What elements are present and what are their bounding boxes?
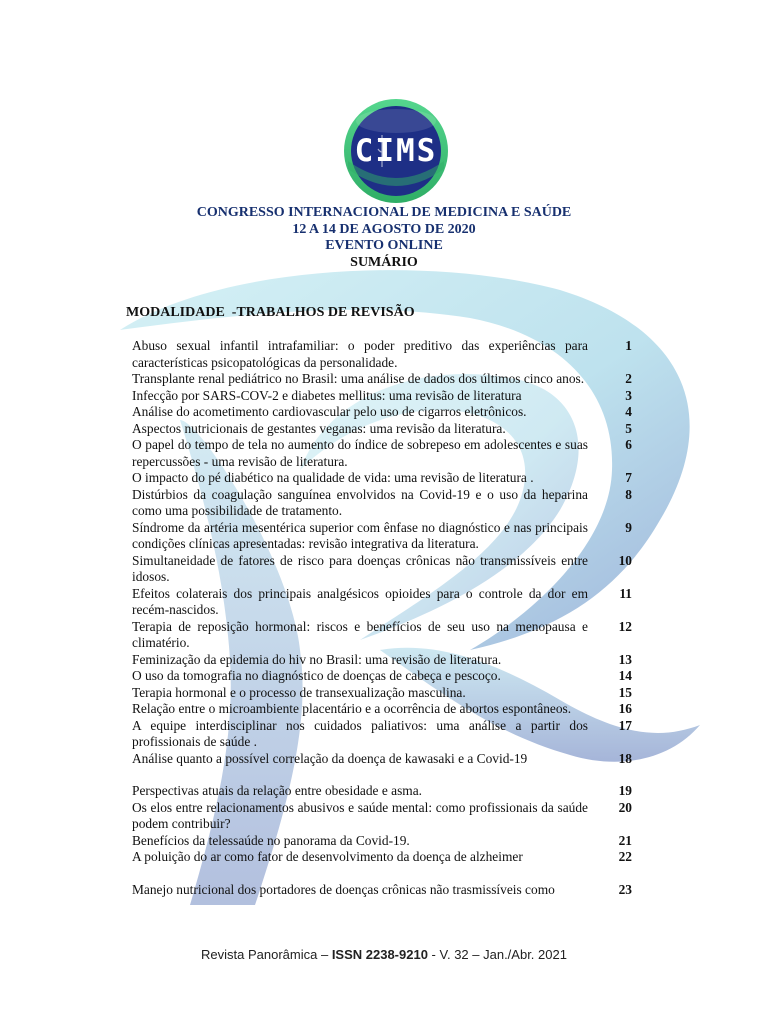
toc-entry-page: 12 [618,618,632,634]
toc-entry-page: 1 [625,338,632,353]
toc-entry-page: 23 [618,881,632,897]
toc-entry-page: 6 [625,437,632,452]
toc-entry[interactable] [132,849,632,866]
toc-entry-page: 5 [625,420,632,436]
toc-entry-page: 21 [618,832,632,848]
toc-entry-title: Relação entre o microambiente placentário e a ocorrência de abortos espontâneos. [132,701,572,716]
toc-entry[interactable] [132,718,632,751]
logo-text: CIMS [354,133,438,169]
toc-entry-title: Abuso sexual infantil intrafamiliar: o poder preditivo das experiências para características psicopatológicas da personalidade. [132,338,588,370]
footer-journal: Revista Panorâmica – [201,947,332,962]
toc-entry-title: Análise do acometimento cardiovascular pelo uso de cigarros eletrônicos. [132,404,527,419]
toc-entry-page: 11 [619,585,632,601]
document-header [0,205,768,271]
toc-entry[interactable] [132,668,632,685]
toc-entry-page: 15 [618,684,632,700]
toc-entry[interactable] [132,751,632,768]
toc-entry[interactable] [132,470,632,487]
toc-entry-title: O uso da tomografia no diagnóstico de doenças de cabeça e pescoço. [132,668,501,683]
toc-entry-page: 20 [618,799,632,815]
toc-entry[interactable] [132,586,632,619]
toc-entry-title: Análise quanto a possível correlação da doença de kawasaki e a Covid-19 [132,750,528,766]
toc-entry[interactable] [132,388,632,405]
toc-entry[interactable] [132,882,632,899]
toc-entry[interactable] [132,701,632,718]
toc-entry-page: 8 [625,486,632,502]
toc-entry-title: Infecção por SARS-COV-2 e diabetes mellitus: uma revisão de literatura [132,387,522,403]
toc-entry-title: Transplante renal pediátrico no Brasil: uma análise de dados dos últimos cinco anos. [132,371,585,386]
toc-entry-title: Distúrbios da coagulação sanguínea envolvidos na Covid-19 e o uso da heparina como uma possibilidade de tratamento. [132,486,588,518]
toc-entry-page: 2 [625,371,632,386]
toc-entry-page: 14 [618,668,632,683]
congress-title: CONGRESSO INTERNACIONAL DE MEDICINA E SAÚDE [196,205,572,220]
toc-entry[interactable] [132,833,632,850]
toc-entry-page: 22 [618,849,632,864]
event-type: EVENTO ONLINE [325,238,443,253]
toc-entry-title: A poluição do ar como fator de desenvolvimento da doença de alzheimer [132,849,523,864]
footer-volume: - V. 32 – Jan./Abr. 2021 [427,947,567,962]
section-title: MODALIDADE -TRABALHOS DE REVISÃO [126,305,415,320]
toc-entry-title: Os elos entre relacionamentos abusivos e saúde mental: como profissionais da saúde podem contribuir? [132,799,588,831]
toc-entry-title: Manejo nutricional dos portadores de doenças crônicas não trasmissíveis como [132,881,555,897]
toc-entry-page: 9 [625,519,632,535]
footer-issn: ISSN 2238-9210 [331,947,428,962]
toc-entry[interactable] [132,553,632,586]
toc-entry-title: O papel do tempo de tela no aumento do índice de sobrepeso em adolescentes e suas repercussões - uma revisão de literatura. [132,437,588,469]
toc-entry[interactable] [132,421,632,438]
toc-entry-page: 16 [618,701,632,716]
summary-heading: SUMÁRIO [350,254,418,270]
toc-entry-title: Terapia hormonal e o processo de transexualização masculina. [132,684,466,700]
cims-logo [344,99,448,203]
toc-entry-title: Feminização da epidemia do hiv no Brasil: uma revisão de literatura. [132,651,502,667]
toc-entry[interactable] [132,437,632,470]
toc-entry-page: 19 [618,783,632,798]
toc-entry-title: Síndrome da artéria mesentérica superior com ênfase no diagnóstico e nas principais condições clínicas apresentadas: revisão integrativa da literatura. [132,519,588,551]
toc-entry-page: 18 [618,750,632,766]
toc-entry[interactable] [132,783,632,800]
toc-entry[interactable] [132,520,632,553]
toc-entry-title: Benefícios da telessaúde no panorama da Covid-19. [132,832,410,848]
toc-entry-title: Perspectivas atuais da relação entre obesidade e asma. [132,783,422,798]
toc-entry[interactable] [132,404,632,421]
toc-entry-title: O impacto do pé diabético na qualidade de vida: uma revisão de literatura . [132,470,534,485]
table-of-contents [132,338,632,898]
toc-entry-page: 10 [618,552,632,568]
page-footer [0,947,768,962]
toc-entry-page: 13 [618,651,632,667]
toc-entry-title: Aspectos nutricionais de gestantes veganas: uma revisão da literatura. [132,420,506,436]
toc-entry[interactable] [132,685,632,702]
toc-entry[interactable] [132,371,632,388]
toc-entry-title: Efeitos colaterais dos principais analgésicos opioides para o controle da dor em recém-nascidos. [132,585,588,617]
toc-entry-page: 17 [618,717,632,733]
toc-entry-title: A equipe interdisciplinar nos cuidados paliativos: uma análise a partir dos profissionais de saúde . [132,717,588,749]
congress-dates: 12 A 14 DE AGOSTO DE 2020 [292,221,476,237]
toc-entry[interactable] [132,800,632,833]
toc-entry[interactable] [132,487,632,520]
toc-entry-page: 3 [625,387,632,403]
toc-entry-page: 7 [625,470,632,485]
toc-entry[interactable] [132,338,632,371]
toc-entry-title: Simultaneidade de fatores de risco para doenças crônicas não transmissíveis entre idosos. [132,552,588,584]
toc-entry[interactable] [132,652,632,669]
toc-entry-title: Terapia de reposição hormonal: riscos e benefícios de seu uso na menopausa e climatério. [132,618,588,650]
toc-entry[interactable] [132,619,632,652]
toc-entry-page: 4 [625,404,632,419]
